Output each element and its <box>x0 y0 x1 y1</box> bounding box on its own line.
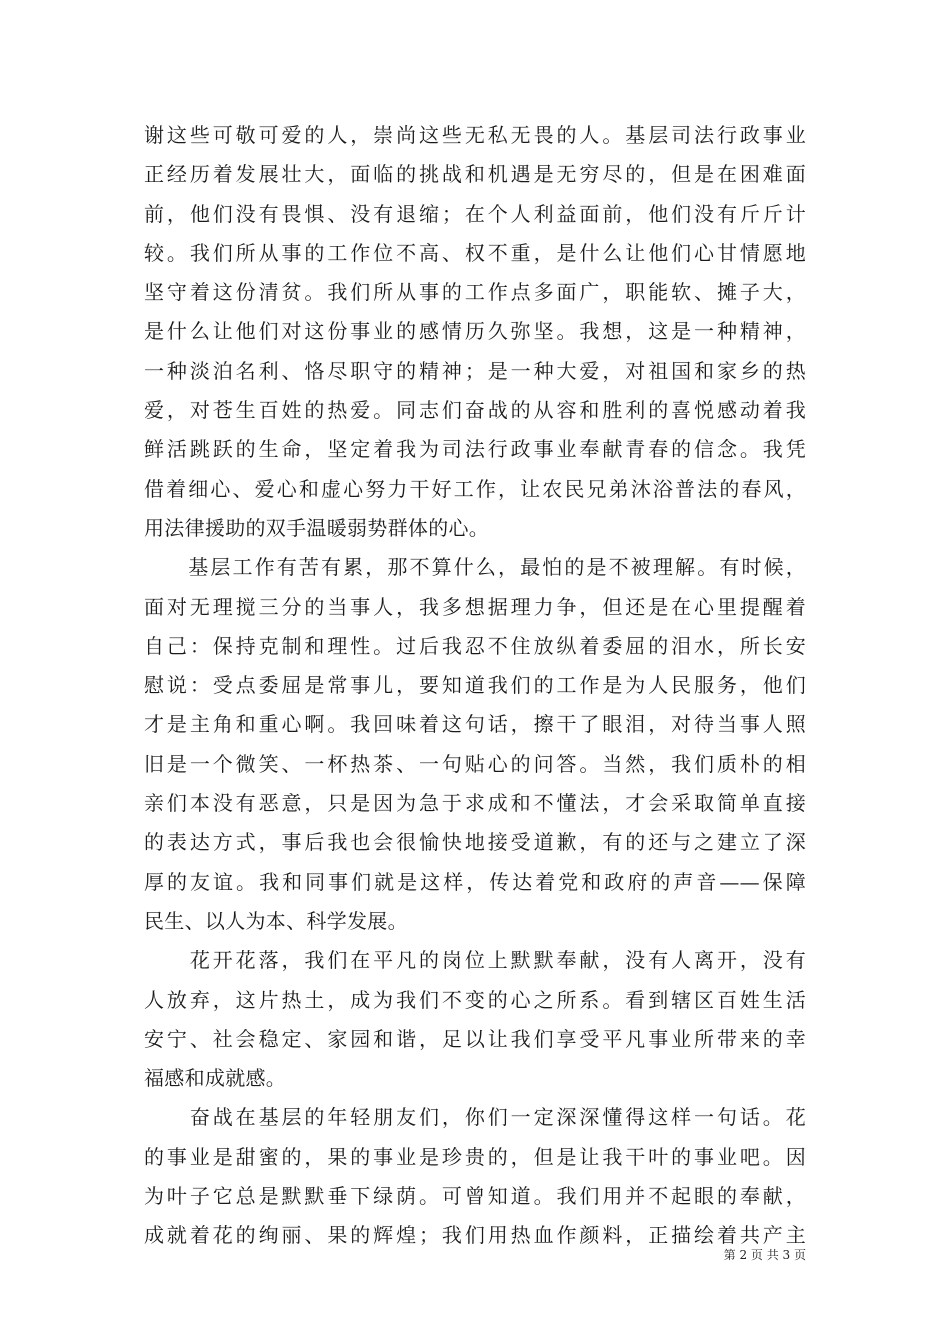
text-line: 一种淡泊名利、恪尽职守的精神；是一种大爱，对祖国和家乡的热 <box>144 358 806 383</box>
text-line: 旧是一个微笑、一杯热茶、一句贴心的问答。当然，我们质朴的相 <box>144 751 806 776</box>
text-line: 自己：保持克制和理性。过后我忍不住放纵着委屈的泪水，所长安 <box>144 633 806 658</box>
text-line: 花开花落，我们在平凡的岗位上默默奉献，没有人离开，没有 <box>144 948 806 973</box>
text-line: 的事业是甜蜜的，果的事业是珍贵的，但是让我干叶的事业吧。因 <box>144 1144 806 1169</box>
text-line: 安宁、社会稳定、家园和谐，足以让我们享受平凡事业所带来的幸 <box>144 1026 806 1051</box>
text-line: 前，他们没有畏惧、没有退缩；在个人利益面前，他们没有斤斤计 <box>144 201 806 226</box>
document-body <box>144 116 806 1256</box>
text-line: 的表达方式，事后我也会很愉快地接受道歉，有的还与之建立了深 <box>144 830 806 855</box>
text-line: 为叶子它总是默默垂下绿荫。可曾知道。我们用并不起眼的奉献， <box>144 1184 806 1209</box>
text-line: 慰说：受点委屈是常事儿，要知道我们的工作是为人民服务，他们 <box>144 673 806 698</box>
text-line: 亲们本没有恶意，只是因为急于求成和不懂法，才会采取简单直接 <box>144 791 806 816</box>
text-line: 用法律援助的双手温暖弱势群体的心。 <box>144 515 490 540</box>
text-line: 成就着花的绚丽、果的辉煌；我们用热血作颜料，正描绘着共产主 <box>144 1223 806 1248</box>
text-line: 才是主角和重心啊。我回味着这句话，擦干了眼泪，对待当事人照 <box>144 712 806 737</box>
text-line: 面对无理搅三分的当事人，我多想据理力争，但还是在心里提醒着 <box>144 594 806 619</box>
text-line: 坚守着这份清贫。我们所从事的工作点多面广，职能软、摊子大， <box>144 280 806 305</box>
text-line: 爱，对苍生百姓的热爱。同志们奋战的从容和胜利的喜悦感动着我 <box>144 398 806 423</box>
text-line: 正经历着发展壮大，面临的挑战和机遇是无穷尽的，但是在困难面 <box>144 162 806 187</box>
text-line: 人放弃，这片热土，成为我们不变的心之所系。看到辖区百姓生活 <box>144 987 806 1012</box>
text-line: 厚的友谊。我和同事们就是这样，传达着党和政府的声音——保障 <box>144 869 806 894</box>
page-number-footer: 第 2 页 共 3 页 <box>723 1248 806 1262</box>
text-line: 基层工作有苦有累，那不算什么，最怕的是不被理解。有时候， <box>144 555 806 580</box>
text-line: 奋战在基层的年轻朋友们，你们一定深深懂得这样一句话。花 <box>144 1105 806 1130</box>
text-line: 谢这些可敬可爱的人，崇尚这些无私无畏的人。基层司法行政事业 <box>144 123 806 147</box>
text-line: 鲜活跳跃的生命，坚定着我为司法行政事业奉献青春的信念。我凭 <box>144 437 806 462</box>
text-line: 是什么让他们对这份事业的感情历久弥坚。我想，这是一种精神， <box>144 319 806 344</box>
text-line: 较。我们所从事的工作位不高、权不重，是什么让他们心甘情愿地 <box>144 240 806 265</box>
text-line: 民生、以人为本、科学发展。 <box>144 908 408 933</box>
text-line: 福感和成就感。 <box>144 1066 287 1091</box>
text-line: 借着细心、爱心和虚心努力干好工作，让农民兄弟沐浴普法的春风， <box>144 476 806 501</box>
